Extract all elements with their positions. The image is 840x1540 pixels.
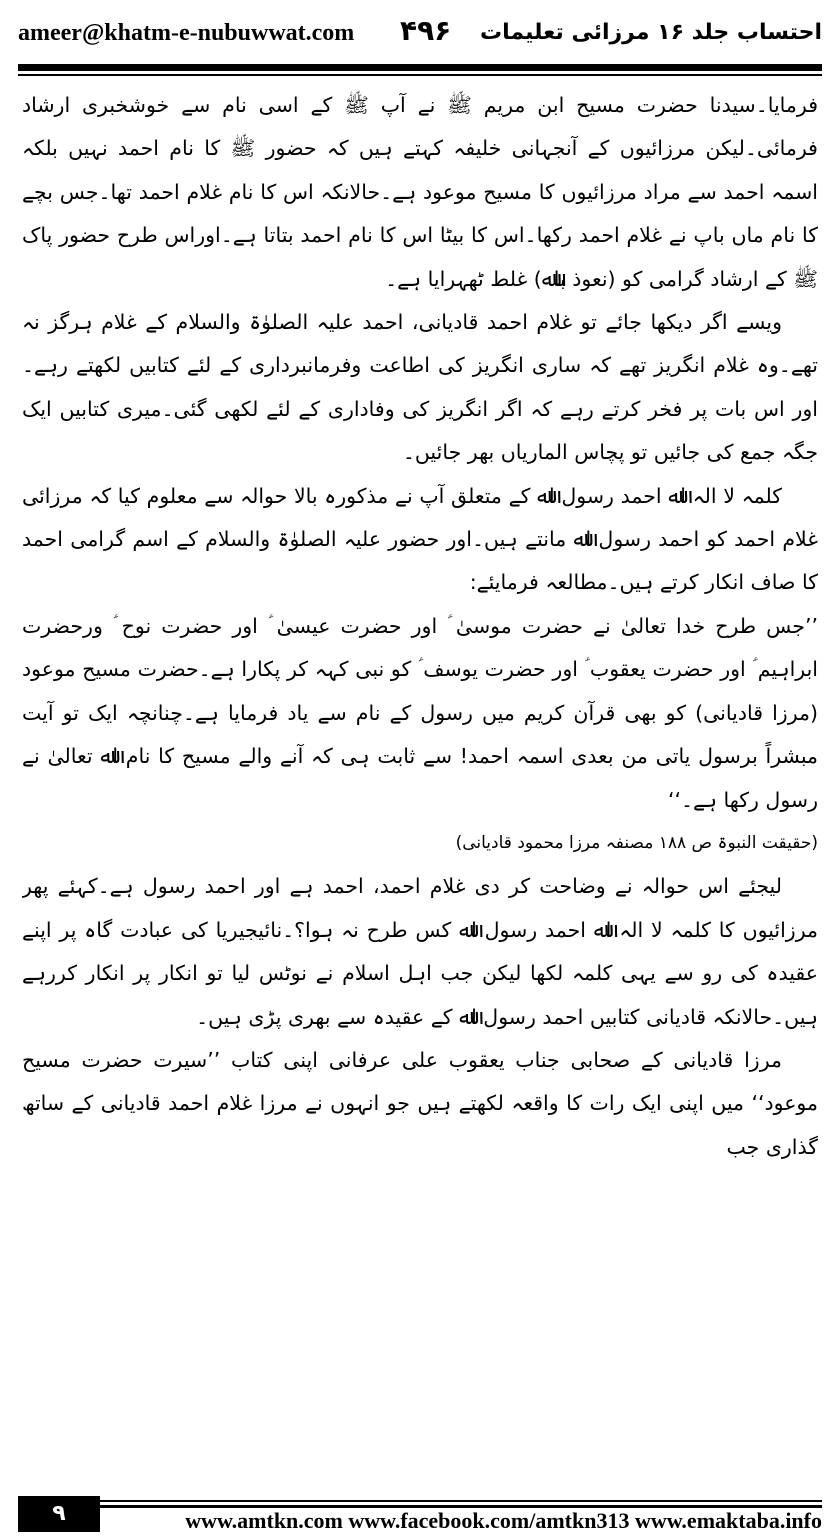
footer-urls[interactable]: www.amtkn.com www.facebook.com/amtkn313 www.emaktaba.info <box>185 1508 822 1533</box>
paragraph-5: مرزا قادیانی کے صحابی جناب یعقوب علی عرفانی اپنی کتاب ’’سیرت حضرت مسیح موعود‘‘ میں اپنی ایک رات کا واقعہ لکھتے ہیں جو انہوں نے مرزا غلام احمد قادیانی کے ساتھ گذاری جب <box>22 1047 818 1159</box>
paragraph-3: کلمہ لا الہ اﷲ احمد رسول اﷲ کے متعلق آپ نے مذکورہ بالا حوالہ سے معلوم کیا کہ مرزائی غلام احمد کو احمد رسول اﷲ مانتے ہیں۔اور حضور علیہ الصلوٰۃ والسلام کے اسم گرامی احمد کا صاف انکار کرتے ہیں۔مطالعہ فرمایئے: <box>22 483 818 595</box>
footer-page-number: ۹ <box>18 1496 100 1532</box>
header-email[interactable]: ameer@khatm-e-nubuwwat.com <box>18 20 355 46</box>
header-rule-thin <box>18 74 822 76</box>
header-page-number: ۴۹۶ <box>400 14 452 47</box>
document-body <box>22 84 818 1482</box>
paragraph-2: ویسے اگر دیکھا جائے تو غلام احمد قادیانی، احمد علیہ الصلوٰۃ والسلام کے غلام ہرگز نہ تھے۔وہ غلام انگریز تھے کہ ساری انگریز کی اطاعت وفرمانبرداری کے لئے کتابیں لکھتے رہے۔اور اس بات پر فخر کرتے رہے کہ اگر انگریز کی وفاداری کے لئے لکھی گئی۔میری کتابیں ایک جگہ جمع کی جائیں تو پچاس الماریاں بھر جائیں۔ <box>22 310 818 465</box>
paragraph-4: لیجئے اس حوالہ نے وضاحت کر دی غلام احمد، احمد ہے اور احمد رسول ہے۔کہئے پھر مرزائیوں کا کلمہ لا الہ اﷲ احمد رسول اﷲ کس طرح نہ ہوا؟۔نائیجیریا کی عبادت گاہ پر اپنے عقیدہ کی رو سے یہی کلمہ لکھا لیکن جب اہل اسلام نے نوٹس لیا تو انکار پر انکار کررہے ہیں۔حالانکہ قادیانی کتابیں احمد رسول اﷲ کے عقیدہ سے بھری پڑی ہیں۔ <box>22 874 818 1029</box>
footer-rule-thin <box>100 1500 822 1502</box>
citation: (حقیقت النبوۃ ص ۱۸۸ مصنفہ مرزا محمود قادیانی) <box>455 832 818 853</box>
page-footer <box>18 1496 822 1532</box>
header-title: احتساب جلد ۱۶ مرزائی تعلیمات <box>480 20 822 45</box>
page-header <box>18 14 822 58</box>
header-rule-thick <box>18 64 822 71</box>
paragraph-1: فرمایا۔سیدنا حضرت مسیح ابن مریم ﷺ نے آپ ﷺ کے اسی نام سے خوشخبری ارشاد فرمائی۔لیکن مرزائیوں کے آنجہانی خلیفہ کہتے ہیں کہ حضور ﷺ کا نام احمد نہیں بلکہ اسمہ احمد سے مراد مرزائیوں کا مسیح موعود ہے۔حالانکہ اس کا نام غلام احمد تھا۔جس بچے کا نام ماں باپ نے غلام احمد رکھا۔اس کا بیٹا اس کا نام احمد بتاتا ہے۔اوراس طرح حضور پاک ﷺ کے ارشاد گرامی کو (نعوذ باﷲ) غلط ٹھہرایا ہے۔ <box>22 93 818 291</box>
quotation: ’’جس طرح خدا تعالیٰ نے حضرت موسیٰ ؑ اور حضرت عیسیٰ ؑ اور حضرت نوح ؑ ورحضرت ابراہیم ؑ اور حضرت یعقوب ؑ اور حضرت یوسف ؑ کو نبی کہہ کر پکارا ہے۔حضرت مسیح موعود (مرزا قادیانی) کو بھی قرآن کریم میں رسول کے نام سے یاد فرمایا ہے۔چنانچہ ایک تو آیت مبشراً برسول یاتی من بعدی اسمہ احمد! سے ثابت ہی کہ آنے والے مسیح کا نام اﷲ تعالیٰ نے رسول رکھا ہے۔‘‘ <box>22 613 818 812</box>
